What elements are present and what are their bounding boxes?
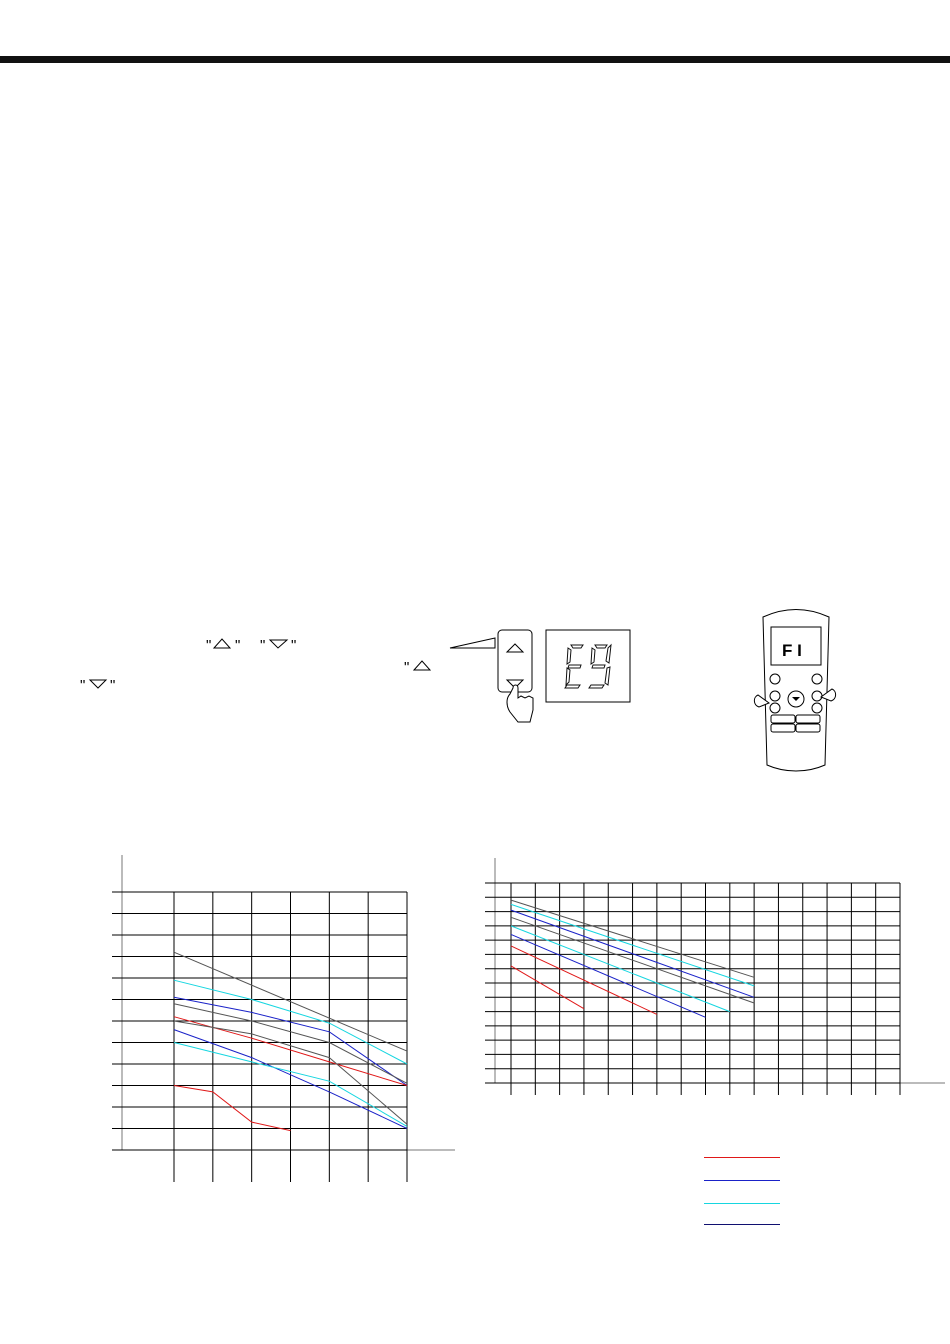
display-panel-svg bbox=[440, 620, 640, 730]
series-line-9 bbox=[174, 1086, 291, 1131]
up-arrow-icon bbox=[507, 644, 523, 652]
display-panel-illustration bbox=[440, 620, 640, 730]
left-chart-svg bbox=[100, 850, 470, 1190]
legend-line-red bbox=[704, 1157, 780, 1158]
top-rule bbox=[0, 56, 950, 63]
seven-segment-display bbox=[546, 630, 630, 702]
remote-svg bbox=[745, 605, 845, 775]
remote-screen-code: F I bbox=[782, 641, 802, 660]
up-arrow-icon bbox=[214, 639, 230, 648]
up-arrow-icon bbox=[414, 661, 430, 670]
quote-close-1: " bbox=[235, 637, 241, 654]
quote-open-4: " bbox=[80, 677, 86, 694]
quote-close-4: " bbox=[110, 677, 116, 694]
remote-body bbox=[763, 610, 829, 772]
down-arrow-icon bbox=[90, 680, 106, 688]
quote-open-1: " bbox=[206, 637, 212, 654]
legend-line-cyan bbox=[704, 1203, 780, 1204]
legend-line-navy bbox=[704, 1224, 780, 1225]
chart-legend bbox=[690, 1145, 800, 1235]
legend-line-blue bbox=[704, 1180, 780, 1181]
segment-digit-9 bbox=[589, 645, 611, 688]
series-line-8 bbox=[511, 966, 584, 1009]
left-performance-chart bbox=[100, 850, 470, 1190]
pointing-hand-icon bbox=[507, 685, 533, 722]
updown-button-panel bbox=[498, 630, 532, 692]
right-performance-chart bbox=[475, 850, 945, 1110]
quote-open-3: " bbox=[404, 659, 410, 676]
remote-control-illustration bbox=[745, 605, 845, 775]
quote-open-2: " bbox=[260, 637, 266, 654]
right-chart-svg bbox=[475, 850, 945, 1110]
instruction-glyphs bbox=[0, 600, 470, 710]
quote-close-2: " bbox=[291, 637, 297, 654]
pointer-triangle bbox=[450, 638, 495, 648]
display-code-text: E9 bbox=[588, 716, 590, 717]
instruction-block bbox=[0, 600, 470, 710]
segment-digit-E bbox=[565, 645, 583, 688]
down-arrow-icon bbox=[270, 640, 287, 648]
